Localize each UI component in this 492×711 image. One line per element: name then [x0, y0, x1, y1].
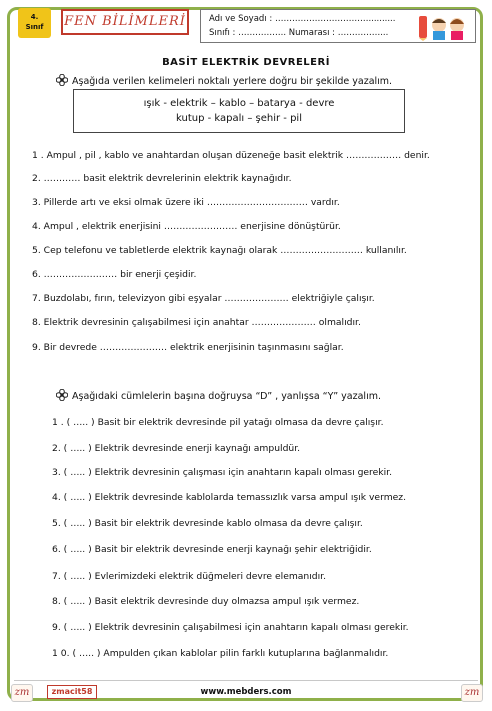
fill-question-6[interactable]: 6. …………………… bir enerji çeşidir. [32, 269, 197, 280]
section2-instruction [56, 389, 381, 402]
student-info-box [200, 9, 476, 43]
tf-item-7[interactable]: 7. ( ….. ) Evlerimizdeki elektrik düğmeleri devre elemanıdır. [52, 571, 327, 582]
tf-item-1[interactable]: 1 . ( ….. ) Basit bir elektrik devresinde pil yatağı olmasa da devre çalışır. [52, 417, 384, 428]
word-bank-line-1: ışık - elektrik – kablo – batarya - devre [143, 98, 335, 109]
worksheet-title: BASİT ELEKTRİK DEVRELERİ [162, 57, 330, 68]
fill-question-3[interactable]: 3. Pillerde artı ve eksi olmak üzere iki …………………………… vardır. [32, 197, 340, 208]
subject-title: FEN BİLİMLERİ [61, 9, 189, 35]
section1-instruction [56, 74, 392, 87]
grade-label: Sınıf [25, 23, 44, 31]
grade-number: 4. [30, 13, 39, 21]
tf-item-10[interactable]: 1 0. ( ….. ) Ampulden çıkan kablolar pilin farklı kutuplarına bağlanmalıdır. [52, 648, 389, 659]
fill-question-2[interactable]: 2. ………… basit elektrik devrelerinin elektrik kaynağıdır. [32, 173, 292, 184]
section2-instruction-text: Aşağıdaki cümlelerin başına doğruysa “D” , yanlışsa “Y” yazalım. [72, 391, 381, 402]
tf-item-4[interactable]: 4. ( ….. ) Elektrik devresinde kablolarda temassızlık varsa ampul ışık vermez. [52, 492, 407, 503]
fill-question-9[interactable]: 9. Bir devrede …………………. elektrik enerjisinin taşınmasını sağlar. [32, 342, 344, 353]
footer-site-link[interactable]: www.mebders.com [200, 687, 292, 697]
fill-question-4[interactable]: 4. Ampul , elektrik enerjisini …………………… enerjisine dönüştürür. [32, 221, 341, 232]
tf-item-2[interactable]: 2. ( ….. ) Elektrik devresinde enerji kaynağı ampuldür. [52, 443, 301, 454]
footer-divider [14, 680, 478, 681]
class-number-field[interactable]: Sınıfı : …………….. Numarası : ……………... [209, 28, 389, 38]
fill-question-7[interactable]: 7. Buzdolabı, fırın, televizyon gibi eşyalar ………………… elektriğiyle çalışır. [32, 293, 375, 304]
flower-bullet-icon [56, 74, 68, 86]
grade-badge [18, 8, 51, 38]
tf-item-9[interactable]: 9. ( ….. ) Elektrik devresinin çalışabilmesi için anahtarın kapalı olması gerekir. [52, 622, 409, 633]
name-field[interactable]: Adı ve Soyadı : …………………………….......... [209, 14, 396, 24]
tf-item-8[interactable]: 8. ( ….. ) Basit elektrik devresinde duy olmazsa ampul ışık vermez. [52, 596, 360, 607]
fill-question-1[interactable]: 1 . Ampul , pil , kablo ve anahtardan oluşan düzeneğe basit elektrik ……………… denir. [32, 150, 430, 161]
tf-item-3[interactable]: 3. ( ….. ) Elektrik devresinin çalışması için anahtarın kapalı olması gerekir. [52, 467, 393, 478]
fill-question-8[interactable]: 8. Elektrik devresinin çalışabilmesi için anahtar ………………… olmalıdır. [32, 317, 361, 328]
footer-code: zmacit58 [47, 685, 97, 699]
kids-illustration-icon [417, 13, 469, 41]
tf-item-5[interactable]: 5. ( ….. ) Basit bir elektrik devresinde kablo olmasa da devre çalışır. [52, 518, 363, 529]
footer-logo-right: zm [461, 684, 483, 702]
tf-item-6[interactable]: 6. ( ….. ) Basit bir elektrik devresinde enerji kaynağı şehir elektriğidir. [52, 544, 372, 555]
footer-logo-left: zm [11, 684, 33, 702]
word-bank [73, 89, 405, 133]
flower-bullet-icon [56, 389, 68, 401]
word-bank-line-2: kutup - kapalı – şehir - pil [176, 113, 302, 124]
fill-question-5[interactable]: 5. Cep telefonu ve tabletlerde elektrik kaynağı olarak ……………………… kullanılır. [32, 245, 407, 256]
section1-instruction-text: Aşağıda verilen kelimeleri noktalı yerlere doğru bir şekilde yazalım. [72, 76, 393, 87]
